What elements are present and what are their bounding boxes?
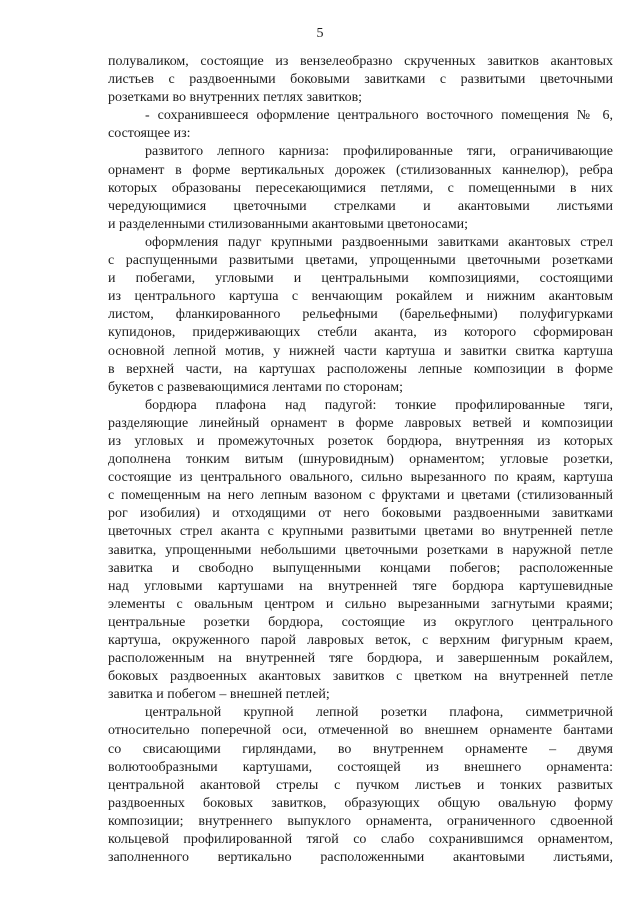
text-line: оформления падуг крупными раздвоенными завитками акантовых стрел [145,234,613,250]
page-number: 5 [316,26,324,41]
text-line: букетов с развевающимися лентами по сторонам; [108,379,404,395]
text-line: расположенным на внутренней тяге бордюра, и завершенным рокайлем, [108,651,613,667]
text-line: розетками во внутренних петлях завитков; [108,90,363,106]
text-line: состоящее из: [108,126,191,142]
text-line: основной лепной мотив, у нижней части картуша и завитки свитка картуша [108,343,613,359]
text-line: раздвоенных боковых завитков, образующих общую овальную форму [108,795,613,811]
text-line: состоящие из центрального овального, сильно вырезанного по краям, картуша [108,470,613,486]
text-line: картуша, окруженного парой лавровых веток, с верхним фигурным краем, [108,633,613,648]
text-line: с помещенным на него лепным вазоном с фруктами и цветами (стилизованный [108,488,613,504]
text-line: купидонов, придерживающих стебли аканта, из которого сформирован [108,325,613,341]
text-line: боковых раздвоенных акантовых завитков с цветком на внутренней петле [108,669,613,685]
text-line: цветочных стрел аканта с крупными развитыми цветами во внутренней петле [108,524,613,540]
text-line: которых образованы пересекающимися петлями, с помещенными в них [108,180,613,196]
text-line: и разделенными стилизованными акантовыми цветоносами; [108,216,469,232]
text-line: развитого лепного карниза: профилированные тяги, ограничивающие [145,144,613,160]
text-line: листом, фланкированного рельефными (барельефными) полуфигурками [108,307,613,323]
text-line: над угловыми картушами на внутренней тяге бордюра картушевидные [108,578,613,594]
text-line: рог изобилия) и отходящими от него боковыми раздвоенными завитками [108,506,613,522]
text-line: в верхней части, на картушах расположены лепные композиции в форме [108,361,613,377]
text-line: дополнена тонким витым (шнуровидным) орнаментом; угловые розетки, [108,452,613,468]
text-line: бордюра плафона над падугой: тонкие профилированные тяги, [145,397,613,413]
text-line: из центрального картуша с венчающим рокайлем и нижним акантовым [108,289,613,305]
text-line: со свисающими гирляндами, во внутреннем орнаменте – двумя [108,741,613,757]
body-text [108,53,613,867]
text-line: чередующимися цветочными стрелками и акантовыми листьями [108,198,613,214]
text-line: орнамент в форме вертикальных дорожек (стилизованных каннелюр), ребра [108,162,613,178]
text-line: полувaликом, состоящие из вензелеобразно скрученных завитков акантовых [108,54,613,69]
text-line: заполненного вертикально расположенными акантовыми листьями, [108,850,613,866]
text-line: из угловых и промежуточных розеток бордюра, внутренняя из которых [108,433,613,449]
text-line: с распущенными развитыми цветами, упрощенными цветочными розетками [108,253,613,269]
text-line: завитка и побегом – внешней петлей; [108,687,330,703]
text-line: относительно поперечной оси, отмеченной во внешнем орнаменте бантами [108,723,613,739]
text-line: завитка, упрощенными небольшими цветочными розетками в наружной петле [108,542,613,558]
text-line: композиции; внутреннего выпуклого орнамента, ограниченного сдвоенной [108,813,613,829]
text-line: кольцевой профилированной тягой со слабо сохранившимся орнаментом, [108,832,613,848]
text-line: листьев с раздвоенными боковыми завитками с развитыми цветочными [108,72,613,88]
text-line: центральной крупной лепной розетки плафона, симметричной [145,705,613,721]
text-line: центральной акантовой стрелы с пучком листьев и тонких развитых [108,777,613,793]
text-line: разделяющие линейный орнамент в форме лавровых ветвей и композиции [108,415,613,431]
text-line: - сохранившееся оформление центрального восточного помещения № 6, [145,108,613,124]
text-line: волютообразными картушами, состоящей из внешнего орнамента: [108,759,613,775]
text-line: и побегами, угловыми и центральными композициями, состоящими [108,271,613,287]
text-line: завитка и свободно выпущенными концами побегов; расположенные [108,560,613,576]
text-line: элементы с овальным центром и сильно вырезанными загнутыми краями; [108,596,613,612]
text-line: центральные розетки бордюра, состоящие из округлого центрального [108,614,613,630]
